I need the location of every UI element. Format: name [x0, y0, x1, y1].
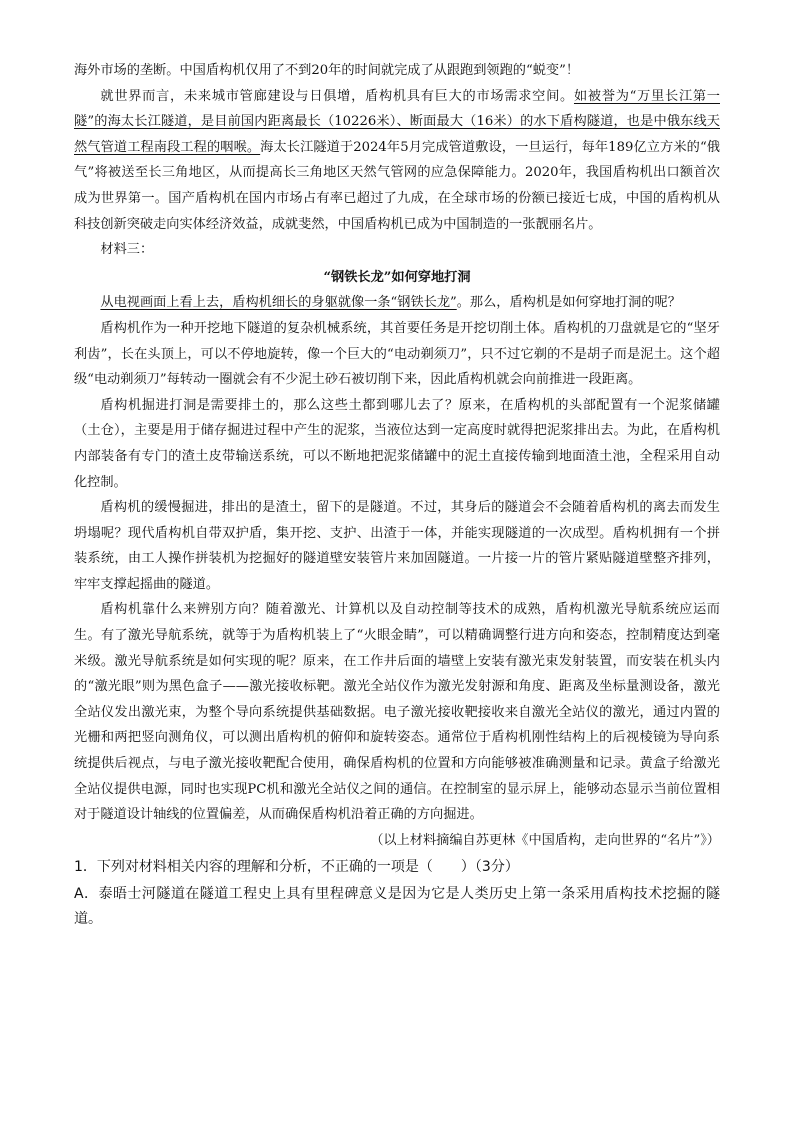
question-1: 1．下列对材料相关内容的理解和分析，不正确的一项是（ ）（3分）	[74, 859, 519, 876]
paragraph-text: 。那么，盾构机是如何穿地打洞的呢？	[456, 295, 681, 311]
underlined-text: 从电视画面上看上去，盾构机细长的身躯就像一条“钢铁长龙”	[100, 295, 457, 311]
underlined-text: 如被誉为“万里长江第一隧”的海太长江隧道，是目前国内距离最长（10226米）、断面最大（16米）的水下盾构隧道，也是中俄东线天然气管道工程南段工程的咽喉。	[74, 88, 720, 155]
document-page	[74, 58, 720, 932]
paragraph-intro	[74, 290, 720, 316]
paragraph-cutterhead: 盾构机作为一种开挖地下隧道的复杂机械系统，其首要任务是开挖切削土体。盾构机的刀盘就是它的“坚牙利齿”，长在头顶上，可以不停地旋转，像一个巨大的“电动剃须刀”，只不过它剃的不是胡子而是泥土。这个超级“电动剃须刀”每转动一圈就会有不少泥土砂石被切削下来，因此盾构机就会向前推进一段距离。	[74, 320, 720, 388]
paragraph-text: 就世界而言，未来城市管廊建设与日俱增，盾构机具有巨大的市场需求空间。	[100, 88, 574, 104]
material-three-label: 材料三：	[100, 242, 154, 258]
paragraph-continuation: 海外市场的垄断。中国盾构机仅用了不到20年的时间就完成了从跟跑到领跑的“蜕变”！	[74, 63, 580, 78]
paragraph-soil-removal: 盾构机掘进打洞是需要排土的，那么这些土都到哪儿去了？原来，在盾构机的头部配置有一个泥浆储罐（土仓），主要是用于储存掘进过程中产生的泥浆，当液位达到一定高度时就得把泥浆排出去。为此，在盾构机内部装备有专门的渣土皮带输送系统，可以不断地把泥浆储罐中的泥土直接传输到地面渣土池，全程采用自动化控制。	[74, 397, 720, 490]
source-citation: （以上材料摘编自苏更林《中国盾构，走向世界的“名片”》）	[370, 832, 720, 848]
material-three-title: “钢铁长龙”如何穿地打洞	[323, 269, 471, 285]
paragraph-world-market	[74, 84, 720, 238]
paragraph-segments: 盾构机的缓慢掘进，排出的是渣土，留下的是隧道。不过，其身后的隧道会不会随着盾构机的离去而发生坍塌呢？现代盾构机自带双护盾，集开挖、支护、出渣于一体，并能实现隧道的一次成型。盾构机拥有一个拼装系统，由工人操作拼装机为挖掘好的隧道壁安装管片来加固隧道。一片接一片的管片紧贴隧道壁整齐排列，牢牢支撑起摇曲的隧道。	[74, 500, 720, 592]
paragraph-text: 海太长江隧道于2024年5月完成管道敷设，一旦运行，每年189亿立方米的“俄气”将被送至长三角地区，从而提高长三角地区天然气管网的应急保障能力。2020年，我国盾构机出口额首次成为世界第一。国产盾构机在国内市场占有率已超过了九成，在全球市场的份额已接近七成，中国的盾构机从科技创新突破走向实体经济效益，成就斐然，中国盾构机已成为中国制造的一张靓丽名片。	[74, 139, 720, 232]
paragraph-laser-guidance: 盾构机靠什么来辨别方向？随着激光、计算机以及自动控制等技术的成熟，盾构机激光导航系统应运而生。有了激光导航系统，就等于为盾构机装上了“火眼金睛”，可以精确调整行进方向和姿态，控制精度达到毫米级。激光导航系统是如何实现的呢？原来，在工作井后面的墙壁上安装有激光束发射装置，而安装在机头内的“激光眼”则为黑色盒子——激光接收标靶。激光全站仪作为激光发射源和角度、距离及坐标量测设备，激光全站仪发出激光束，为整个导向系统提供基础数据。电子激光接收靶接收来自激光全站仪的激光，通过内置的光栅和两把竖向测角仪，可以测出盾构机的俯仰和旋转姿态。通常位于盾构机刚性结构上的后视棱镜为导向系统提供后视点，与电子激光接收靶配合使用，确保盾构机的位置和方向能够被准确测量和记录。黄盒子给激光全站仪提供电源，同时也实现PC机和激光全站仪之间的通信。在控制室的显示屏上，能够动态显示当前位置相对于隧道设计轴线的位置偏差，从而确保盾构机沿着正确的方向掘进。	[74, 602, 720, 823]
question-1-option-a: A．泰晤士河隧道在隧道工程史上具有里程碑意义是因为它是人类历史上第一条采用盾构技术挖掘的隧道。	[74, 886, 720, 928]
